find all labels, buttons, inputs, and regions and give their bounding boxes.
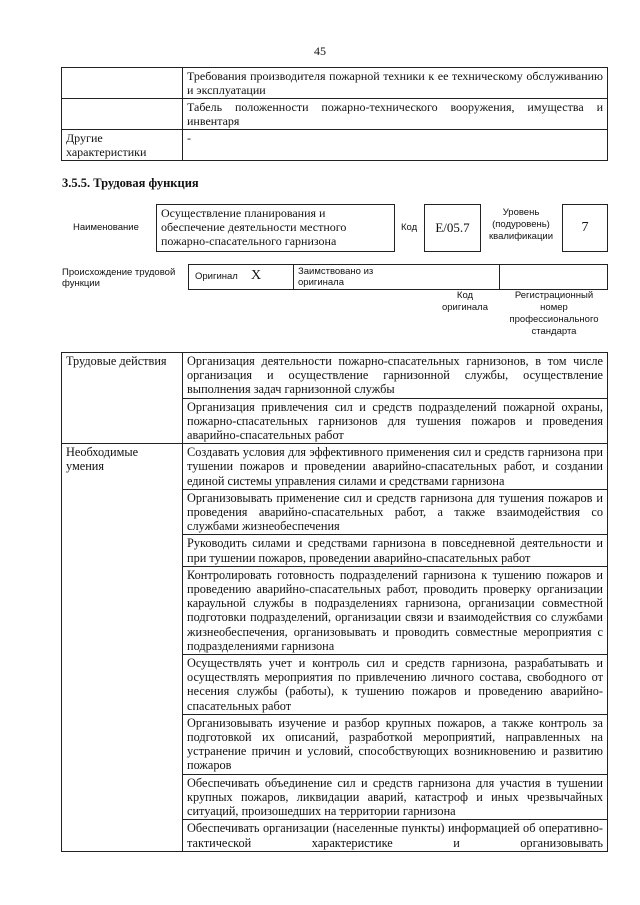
table-row (62, 99, 608, 130)
table-cell: Обеспечивать организации (населенные пункты) информацией об оперативно-тактической характеристике и организовывать (183, 820, 608, 851)
table-row (62, 444, 608, 490)
table-cell: Руководить силами и средствами гарнизона в повседневной деятельности и при тушении пожаров, проведении аварийно-спасательных работ (183, 535, 608, 566)
table-cell: Создавать условия для эффективного применения сил и средств гарнизона при тушении пожаров и проведении аварийно-спасательных работ, и создании единой системы управления силами и средствами гарнизона (183, 444, 608, 490)
level-box: 7 (562, 204, 608, 252)
borrowed-cell (293, 264, 500, 290)
level-label: Уровень (подуровень) квалификации (488, 207, 554, 242)
table-cell: Организация привлечения сил и средств подразделений пожарной охраны, пожарно-спасательных гарнизонов для тушения пожаров и проведения аварийно-спасательных работ (183, 398, 608, 444)
reg-caption: Регистрационный номер профессионального стандарта (509, 290, 599, 337)
reg-number-cell (499, 264, 608, 290)
table-row (62, 353, 608, 399)
section-title: 3.5.5. Трудовая функция (62, 176, 199, 190)
group-label: Трудовые действия (62, 353, 183, 444)
code-label: Код (401, 222, 418, 233)
original-cell (188, 264, 294, 290)
row-label (62, 68, 183, 99)
function-code-box: E/05.7 (424, 204, 481, 252)
table-cell: Осуществлять учет и контроль сил и средств гарнизона, разрабатывать и осуществлять мероприятия по привлечению личного состава, свободного от несения службы (работы), к тушению пожаров и проведению аварийно-спасательных работ (183, 655, 608, 715)
top-characteristics-table (61, 67, 608, 161)
original-label: Оригинал (195, 271, 238, 282)
function-name-box: Осуществление планирования и обеспечение деятельности местного пожарно-спасательного гарнизона (156, 204, 395, 252)
name-label: Наименование (73, 222, 139, 233)
row-value: - (183, 130, 608, 161)
page-number: 45 (314, 44, 326, 58)
origin-label: Происхождение трудовой функции (62, 267, 176, 289)
table-row (62, 130, 608, 161)
row-label: Другие характеристики (62, 130, 183, 161)
row-value: Табель положенности пожарно-технического вооружения, имущества и инвентаря (183, 99, 608, 130)
original-mark: X (251, 268, 262, 283)
table-cell: Организовывать изучение и разбор крупных пожаров, а также контроль за подготовкой их описаний, разработкой мероприятий, направленных на устранение причин и условий, способствующих возникновению и развитию пожаров (183, 714, 608, 774)
table-cell: Обеспечивать объединение сил и средств гарнизона для участия в тушении крупных пожаров, ликвидации аварий, катастроф и иных чрезвычайных ситуаций, произошедших на территории гарнизона (183, 774, 608, 820)
table-cell: Организация деятельности пожарно-спасательных гарнизонов, в том числе организация и осуществление гарнизонной службы, осуществление выполнения задач гарнизонной службы (183, 353, 608, 399)
row-label (62, 99, 183, 130)
row-value: Требования производителя пожарной техники к ее техническому обслуживанию и эксплуатации (183, 68, 608, 99)
code-caption: Код оригинала (441, 290, 488, 313)
borrowed-label: Заимствовано из оригинала (298, 266, 374, 288)
table-cell: Контролировать готовность подразделений гарнизона к тушению пожаров и проведению аварийно-спасательных работ, проводить проверку организации караульной службы в подразделениях гарнизона, организации совместной подготовки подразделений, организации связи и взаимодействия со службами жизнеобеспечения, организовывать и проводить совместные мероприятия с подразделениями гарнизона (183, 566, 608, 654)
group-label: Необходимые умения (62, 444, 183, 851)
table-cell: Организовывать применение сил и средств гарнизона для тушения пожаров и проведения аварийно-спасательных работ, а также взаимодействия со службами жизнеобеспечения (183, 489, 608, 535)
table-row (62, 68, 608, 99)
main-function-table (61, 352, 608, 852)
